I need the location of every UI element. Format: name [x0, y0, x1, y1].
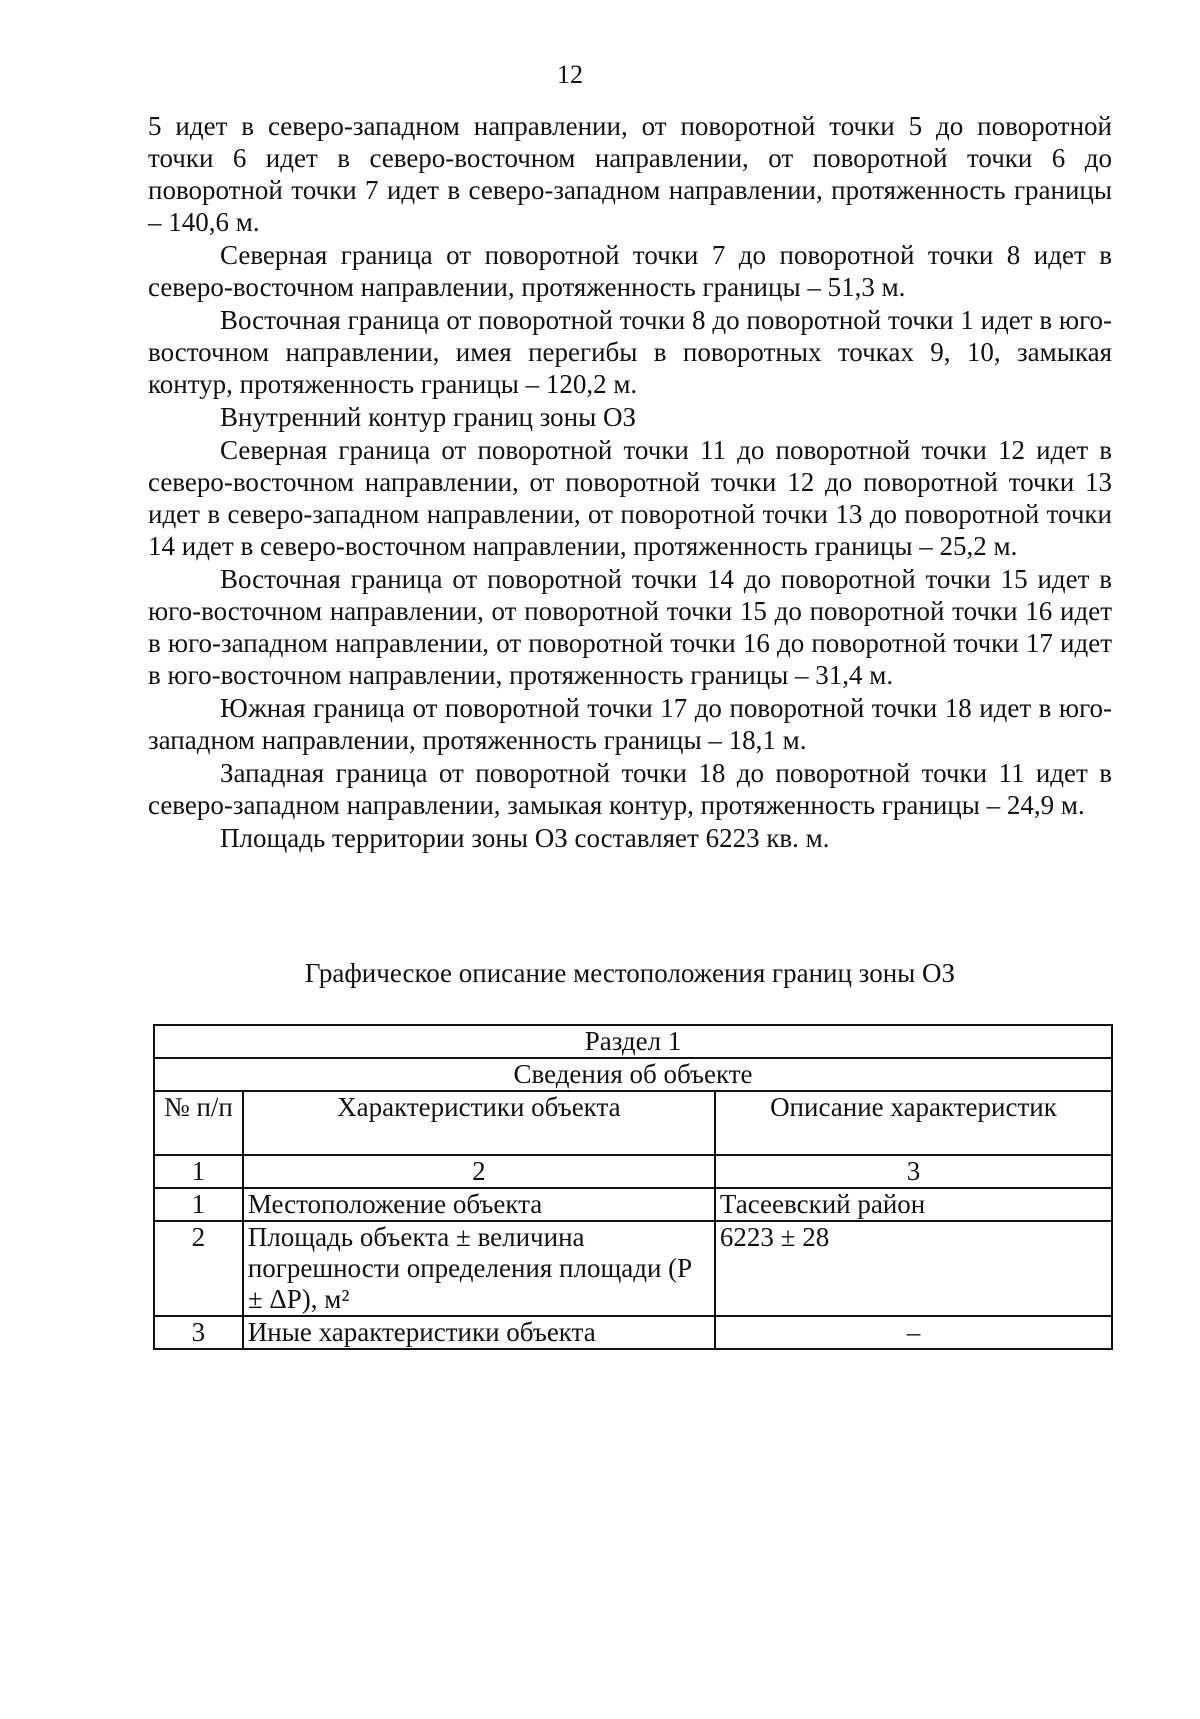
header-num: № п/п	[154, 1091, 243, 1155]
row-description: 6223 ± 28	[715, 1221, 1112, 1316]
paragraph: Западная граница от поворотной точки 18 до поворотной точки 11 идет в северо-западном направлении, замыкая контур, протяженность границы – 24,9 м.	[148, 758, 1112, 820]
header-description: Описание характеристик	[715, 1091, 1112, 1155]
paragraph: Восточная граница от поворотной точки 8 до поворотной точки 1 идет в юго-восточном направлении, имея перегибы в поворотных точках 9, 10, замыкая контур, протяженность границы – 120,2 м.	[148, 305, 1112, 399]
row-description: –	[715, 1316, 1112, 1349]
section-subtitle: Сведения об объекте	[154, 1058, 1112, 1091]
column-number: 1	[154, 1155, 243, 1188]
row-num: 1	[154, 1188, 243, 1221]
table-row	[154, 1221, 1112, 1316]
section-heading: Внутренний контур границ зоны ОЗ	[220, 402, 637, 432]
page-number: 12	[557, 60, 583, 89]
paragraph: 5 идет в северо-западном направлении, от поворотной точки 5 до поворотной точки 6 идет в северо-восточном направлении, от поворотной точки 6 до поворотной точки 7 идет в северо-западном направлении, протяженность границы – 140,6 м.	[148, 111, 1112, 237]
column-number: 3	[715, 1155, 1112, 1188]
paragraph: Площадь территории зоны ОЗ составляет 6223 кв. м.	[220, 823, 830, 853]
row-description: Тасеевский район	[715, 1188, 1112, 1221]
row-num: 2	[154, 1221, 243, 1316]
table-header-row	[154, 1091, 1112, 1155]
row-characteristic: Местоположение объекта	[243, 1188, 715, 1221]
table-section-row	[154, 1025, 1112, 1058]
header-characteristic: Характеристики объекта	[243, 1091, 715, 1155]
paragraph: Южная граница от поворотной точки 17 до поворотной точки 18 идет в юго-западном направлении, протяженность границы – 18,1 м.	[148, 693, 1112, 755]
table-row	[154, 1188, 1112, 1221]
row-characteristic: Иные характеристики объекта	[243, 1316, 715, 1349]
paragraph: Северная граница от поворотной точки 7 до поворотной точки 8 идет в северо-восточном направлении, протяженность границы – 51,3 м.	[148, 240, 1112, 302]
row-characteristic: Площадь объекта ± величина погрешности определения площади (Р ± ΔР), м²	[243, 1221, 715, 1316]
table-row	[154, 1316, 1112, 1349]
paragraph: Северная граница от поворотной точки 11 до поворотной точки 12 идет в северо-восточном направлении, от поворотной точки 12 до поворотной точки 13 идет в северо-западном направлении, от поворотной точки 13 до поворотной точки 14 идет в северо-восточном направлении, протяженность границы – 25,2 м.	[148, 435, 1112, 561]
row-num: 3	[154, 1316, 243, 1349]
table-caption: Графическое описание местоположения границ зоны ОЗ	[304, 958, 956, 988]
paragraph: Восточная граница от поворотной точки 14 до поворотной точки 15 идет в юго-восточном направлении, от поворотной точки 15 до поворотной точки 16 идет в юго-западном направлении, от поворотной точки 16 до поворотной точки 17 идет в юго-восточном направлении, протяженность границы – 31,4 м.	[148, 564, 1112, 690]
body-text	[148, 110, 1112, 855]
column-number-row	[154, 1155, 1112, 1188]
section-title: Раздел 1	[154, 1025, 1112, 1058]
object-info-table	[153, 1024, 1113, 1350]
column-number: 2	[243, 1155, 715, 1188]
table-subtitle-row	[154, 1058, 1112, 1091]
